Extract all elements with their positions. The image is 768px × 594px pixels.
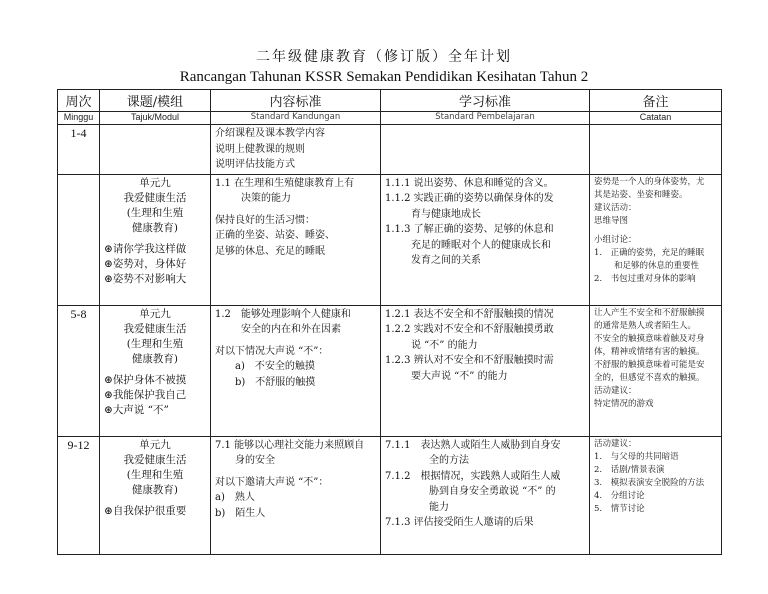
unit-subtitle: 健康教育)	[131, 352, 179, 365]
notes-cell	[590, 436, 722, 554]
note-line: 2. 书包过重对身体的影响	[594, 273, 696, 284]
unit-subtitle: 健康教育)	[131, 221, 179, 234]
header-content: 内容标准	[211, 90, 381, 112]
unit-title: 单元九	[139, 438, 171, 451]
topic-cell	[100, 436, 211, 554]
topic-item: ⊛自我保护很重要	[104, 504, 187, 517]
table-row	[58, 305, 722, 436]
learning-line: 7.1.1 表达熟人或陌生人威胁到自身安	[385, 439, 561, 451]
subheader-notes: Catatan	[590, 112, 722, 125]
note-line: 思维导图	[594, 215, 629, 226]
unit-subtitle: 健康教育)	[131, 483, 179, 496]
learning-line: 7.1.3 评估接受陌生人邀请的后果	[385, 517, 534, 528]
header-notes: 备注	[590, 90, 722, 112]
note-line: 的通常是熟人或者陌生人。	[594, 320, 697, 331]
page-title-chinese: 二年级健康教育（修订版）全年计划	[256, 49, 512, 65]
content-line: 身的安全	[235, 455, 275, 466]
learning-line: 胁到自身安全勇敢说 “不” 的	[429, 486, 556, 497]
flower-bullet-icon: ⊛	[104, 504, 113, 517]
content-line: 安全的内在和外在因素	[241, 324, 341, 335]
note-line: 特定情况的游戏	[594, 398, 654, 409]
content-line: a) 熟人	[215, 492, 255, 503]
note-line: 1. 与父母的共同暗语	[594, 451, 679, 462]
content-line: a) 不安全的触摸	[235, 361, 315, 372]
learning-cell	[381, 174, 590, 305]
week-cell: 9-12	[58, 436, 100, 554]
note-line: 建议活动：	[594, 202, 637, 213]
unit-title: 单元九	[139, 176, 171, 189]
note-line: 活动建议：	[594, 438, 637, 449]
subheader-row	[58, 112, 722, 125]
notes-cell	[590, 174, 722, 305]
content-line: 保持良好的生活习惯：	[215, 214, 315, 226]
topic-item: ⊛保护身体不被摸	[104, 373, 187, 386]
flower-bullet-icon: ⊛	[104, 403, 113, 416]
learning-line: 发育之间的关系	[411, 255, 481, 266]
note-line: 不安全的触摸意味着触及对身	[594, 333, 705, 344]
content-line: 介绍课程及课本教学内容	[215, 128, 325, 139]
content-line: 1.2 能够处理影响个人健康和	[215, 308, 351, 320]
content-line: 对以下情况大声说 “不”：	[215, 345, 329, 357]
unit-subtitle: 我爱健康生活	[123, 191, 187, 204]
learning-line: 育与健康地成长	[411, 208, 481, 220]
header-topic: 课题/模组	[100, 90, 211, 112]
learning-line: 充足的睡眠对个人的健康成长和	[411, 239, 551, 251]
header-row	[58, 90, 722, 112]
note-line: 1. 正确的姿势，充足的睡眠	[594, 247, 705, 258]
note-line: 让人产生不安全和不舒服触摸	[594, 307, 705, 318]
topic-cell	[100, 174, 211, 305]
note-line: 体，精神或情绪有害的触摸。	[594, 346, 705, 357]
subheader-week: Minggu	[58, 112, 100, 125]
note-line: 小组讨论：	[594, 234, 637, 245]
topic-item: ⊛请你学我这样做	[104, 242, 187, 255]
subheader-learning: Standard Pembelajaran	[381, 112, 590, 125]
content-cell	[211, 174, 381, 305]
note-line: 姿势是一个人的身体姿势，尤	[594, 176, 705, 187]
topic-cell	[100, 305, 211, 436]
flower-bullet-icon: ⊛	[104, 272, 113, 285]
unit-subtitle: (生理和生殖	[126, 337, 184, 350]
content-line: 决策的能力	[241, 193, 291, 204]
note-line: 4. 分组讨论	[594, 490, 645, 501]
learning-line: 1.2.2 实践对不安全和不舒服触摸勇敢	[385, 324, 554, 335]
week-cell: 1-4	[58, 125, 100, 175]
learning-line: 1.1.1 说出姿势、休息和睡觉的含义。	[385, 177, 554, 189]
header-learning: 学习标准	[381, 90, 590, 112]
unit-subtitle: 我爱健康生活	[123, 453, 187, 466]
topic-item: ⊛大声说 “不”	[104, 403, 169, 416]
table-row	[58, 125, 722, 175]
content-line: 说明评估技能方式	[215, 159, 295, 170]
learning-line: 全的方法	[429, 455, 469, 466]
note-line: 全的，但感觉不喜欢的触摸。	[594, 372, 705, 383]
flower-bullet-icon: ⊛	[104, 388, 113, 401]
topic-cell	[100, 125, 211, 175]
flower-bullet-icon: ⊛	[104, 373, 113, 386]
yearly-plan-table	[57, 89, 722, 555]
learning-line: 要大声说 “不” 的能力	[411, 370, 508, 382]
week-cell: 5-8	[58, 305, 100, 436]
note-line: 活动建议：	[594, 385, 637, 396]
content-line: b) 陌生人	[215, 507, 266, 519]
unit-subtitle: 我爱健康生活	[123, 322, 187, 335]
content-cell	[211, 436, 381, 554]
unit-title: 单元九	[139, 307, 171, 320]
note-line: 和足够的休息的重要性	[614, 260, 700, 271]
content-line: 说明上健教课的规则	[215, 143, 305, 155]
flower-bullet-icon: ⊛	[104, 242, 113, 255]
content-line: 对以下邀请大声说 “不”：	[215, 476, 329, 488]
learning-line: 能力	[429, 501, 449, 513]
notes-cell	[590, 305, 722, 436]
learning-cell	[381, 436, 590, 554]
unit-subtitle: (生理和生殖	[126, 206, 184, 219]
topic-item: ⊛姿势对，身体好	[104, 257, 187, 270]
topic-item: ⊛我能保护我自己	[104, 388, 187, 401]
subheader-topic: Tajuk/Modul	[100, 112, 211, 125]
table-row	[58, 436, 722, 554]
header-week: 周次	[58, 90, 100, 112]
learning-line: 7.1.2 根据情况，实践熟人或陌生人威	[385, 470, 561, 482]
table-row	[58, 174, 722, 305]
unit-subtitle: (生理和生殖	[126, 468, 184, 481]
flower-bullet-icon: ⊛	[104, 257, 113, 270]
content-line: 足够的休息、充足的睡眠	[215, 245, 325, 257]
note-line: 不舒服的触摸意味着可能是安	[594, 359, 705, 370]
learning-line: 1.2.1 表达不安全和不舒服触摸的情况	[385, 308, 554, 320]
learning-line: 说 “不” 的能力	[411, 339, 478, 351]
learning-cell	[381, 305, 590, 436]
note-line: 其是站姿、坐姿和睡姿。	[594, 189, 688, 200]
content-line: b) 不舒服的触摸	[235, 376, 316, 388]
content-line: 7.1 能够以心理社交能力来照顾自	[215, 439, 365, 451]
topic-item: ⊛姿势不对影响大	[104, 272, 187, 285]
content-cell	[211, 125, 381, 175]
learning-line: 1.2.3 辨认对不安全和不舒服触摸时需	[385, 355, 554, 366]
content-cell	[211, 305, 381, 436]
learning-line: 1.1.2 实践正确的姿势以确保身体的发	[385, 193, 554, 204]
notes-cell	[590, 125, 722, 175]
note-line: 5. 情节讨论	[594, 503, 645, 514]
content-line: 1.1 在生理和生殖健康教育上有	[215, 177, 355, 189]
page-title-malay: Rancangan Tahunan KSSR Semakan Pendidikan Kesihatan Tahun 2	[179, 69, 589, 85]
week-cell	[58, 174, 100, 305]
note-line: 2. 话剧/情景表演	[594, 464, 665, 475]
learning-cell	[381, 125, 590, 175]
learning-line: 1.1.3 了解正确的姿势、足够的休息和	[385, 224, 554, 235]
note-line: 3. 模拟表演安全脱险的方法	[594, 477, 705, 488]
content-line: 正确的坐姿、站姿、睡姿、	[215, 230, 335, 241]
subheader-content: Standard Kandungan	[211, 112, 381, 125]
